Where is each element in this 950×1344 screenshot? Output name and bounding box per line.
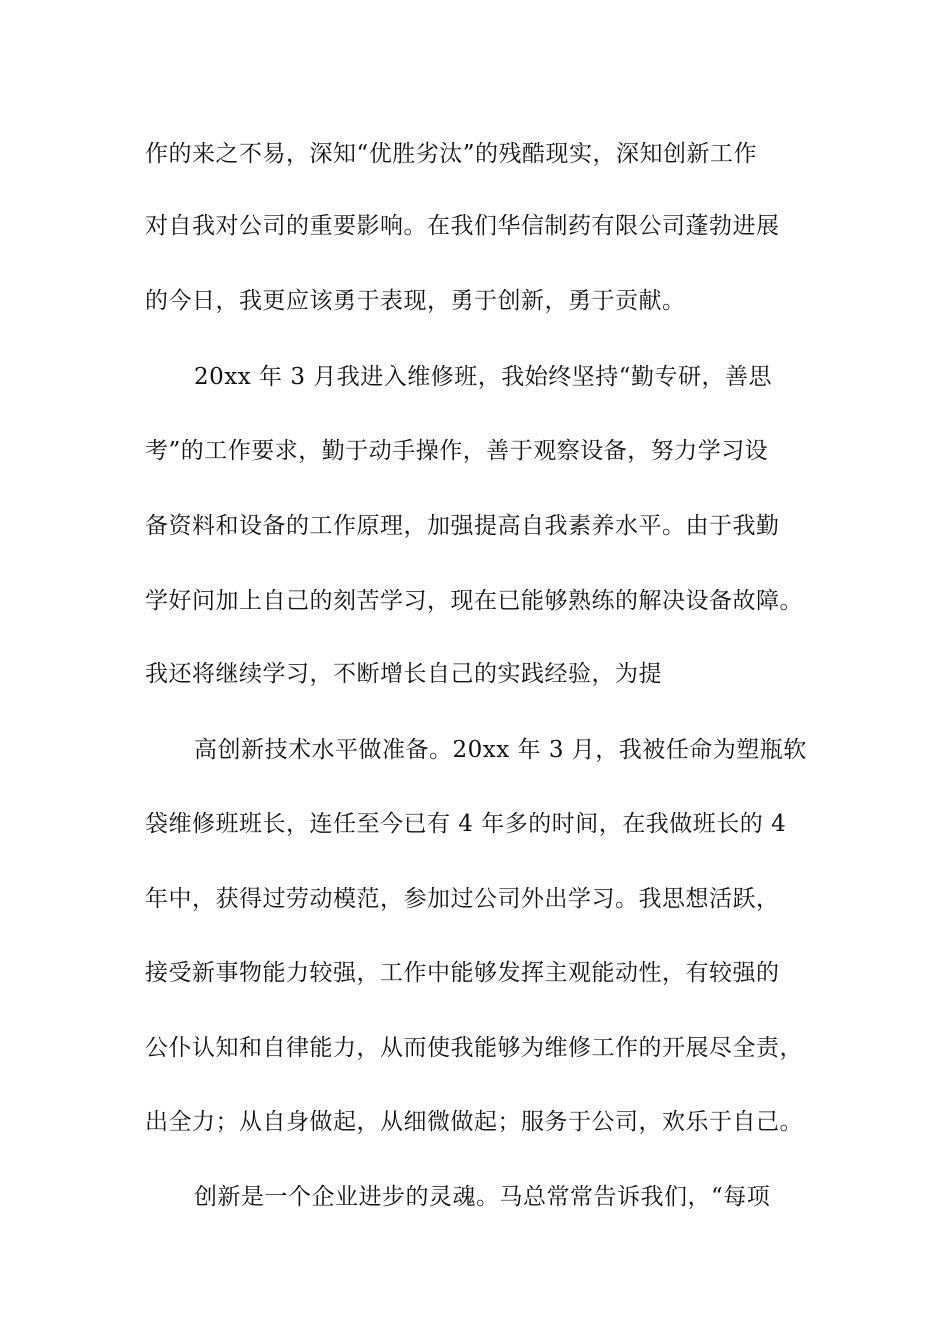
paragraph-first-line: 20xx 年 3 月我进入维修班，我始终坚持“勤专研，善思	[194, 364, 773, 390]
text-line: 作的来之不易，深知“优胜劣汰”的残酷现实，深知创新工作	[145, 141, 758, 167]
text-line: 袋维修班班长，连任至今已有 4 年多的时间，在我做班长的 4	[145, 811, 787, 837]
text-line: 我还将继续学习，不断增长自己的实践经验，为提	[145, 661, 662, 687]
text-line: 学好问加上自己的刻苦学习，现在已能够熟练的解决设备故障。	[145, 588, 803, 614]
paragraph-first-line: 高创新技术水平做准备。20xx 年 3 月，我被任命为塑瓶软	[194, 737, 807, 763]
text-line: 对自我对公司的重要影响。在我们华信制药有限公司蓬勃进展	[145, 213, 780, 239]
text-line: 公仆认知和自律能力，从而使我能够为维修工作的开展尽全责，	[145, 1035, 803, 1061]
text-line: 考”的工作要求，勤于动手操作，善于观察设备，努力学习设	[145, 438, 769, 464]
text-line: 出全力；从自身做起，从细微做起；服务于公司，欢乐于自己。	[145, 1109, 803, 1135]
text-line: 年中，获得过劳动模范，参加过公司外出学习。我思想活跃，	[145, 886, 780, 912]
text-line: 备资料和设备的工作原理，加强提高自我素养水平。由于我勤	[145, 513, 780, 539]
text-line: 的今日，我更应该勇于表现，勇于创新，勇于贡献。	[145, 288, 686, 314]
text-line: 接受新事物能力较强，工作中能够发挥主观能动性，有较强的	[145, 960, 780, 986]
paragraph-first-line: 创新是一个企业进步的灵魂。马总常常告诉我们，“每项	[194, 1184, 771, 1210]
